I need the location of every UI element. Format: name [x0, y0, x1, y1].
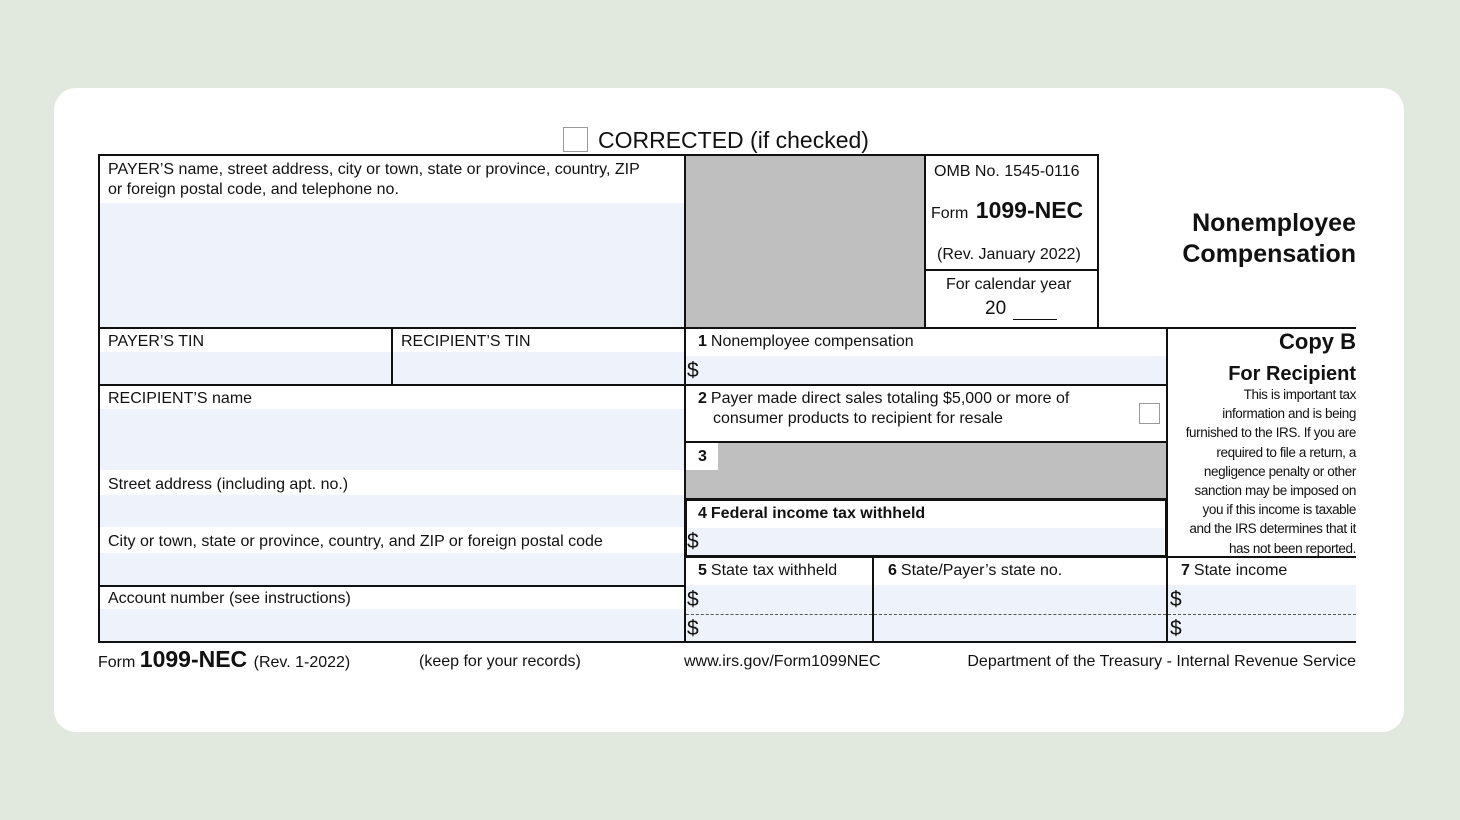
rule-center	[684, 154, 686, 643]
street-address-label: Street address (including apt. no.)	[108, 476, 349, 493]
notice-line: information and is being	[1222, 406, 1356, 422]
rule-box2-bottom	[684, 441, 1167, 443]
footer-keep: (keep for your records)	[419, 653, 581, 670]
copy-subtitle: For Recipient	[1228, 363, 1356, 385]
footer-form-number: 1099-NEC	[139, 646, 248, 672]
rule-tin-bottom	[98, 384, 1167, 386]
box2-label-1	[698, 389, 1069, 409]
form-word: Form	[931, 205, 969, 222]
calendar-year-label: For calendar year	[946, 276, 1072, 293]
rule-omb-left	[924, 154, 926, 328]
payer-name-field[interactable]	[100, 203, 684, 327]
rule-left	[98, 154, 100, 643]
city-field[interactable]	[100, 553, 684, 585]
copy-title: Copy B	[1279, 329, 1356, 354]
form-number-header	[931, 197, 1083, 224]
calendar-year	[985, 298, 1057, 320]
footer-rev: (Rev. 1-2022)	[253, 654, 351, 671]
recipient-tin-label: RECIPIENT’S TIN	[401, 333, 531, 350]
form-number: 1099-NEC	[975, 197, 1084, 223]
box3-number: 3	[698, 448, 707, 465]
shaded-area-top	[686, 156, 924, 327]
box6-number: 6	[888, 562, 897, 579]
notice-line: furnished to the IRS. If you are	[1185, 425, 1356, 441]
box1-number: 1	[698, 333, 707, 350]
box5-text: State tax withheld	[710, 562, 838, 579]
form-title-line2: Compensation	[1182, 240, 1356, 268]
box3-shaded	[686, 443, 1166, 498]
notice-line: and the IRS determines that it	[1189, 521, 1356, 537]
box7-dollar-row2: $	[1170, 617, 1182, 640]
recipient-tin-field[interactable]	[393, 352, 684, 384]
box5-label	[698, 561, 837, 581]
box2-checkbox[interactable]	[1139, 403, 1160, 424]
box5-number: 5	[698, 562, 707, 579]
box4-dollar: $	[687, 530, 699, 553]
box7-dollar-row1: $	[1170, 588, 1182, 611]
notice-line: required to file a return, a	[1216, 444, 1356, 460]
corrected-label: CORRECTED (if checked)	[598, 127, 869, 153]
box4-text: Federal income tax withheld	[710, 505, 926, 522]
box1-field[interactable]	[686, 356, 1166, 384]
form-title-line1: Nonemployee	[1192, 209, 1356, 237]
rule-city-bottom	[98, 585, 686, 587]
payer-name-label-2: or foreign postal code, and telephone no.	[108, 181, 399, 198]
copy-notice	[1166, 385, 1356, 558]
box5-dollar-row1: $	[687, 588, 699, 611]
box6-text: State/Payer’s state no.	[900, 562, 1063, 579]
omb-number: OMB No. 1545-0116	[934, 163, 1080, 180]
account-number-field[interactable]	[100, 609, 684, 641]
street-address-field[interactable]	[100, 495, 684, 527]
box1-text: Nonemployee compensation	[710, 333, 914, 350]
rule-omb-right	[1097, 154, 1099, 328]
footer-form-id	[98, 645, 350, 677]
notice-line: has not been reported.	[1228, 540, 1356, 556]
box4-number: 4	[698, 505, 707, 522]
footer-url[interactable]: www.irs.gov/Form1099NEC	[684, 653, 881, 670]
rule-box5-6	[872, 556, 874, 643]
box7-number: 7	[1181, 562, 1190, 579]
footer-department: Department of the Treasury - Internal Revenue Service	[967, 653, 1356, 670]
box1-dollar: $	[687, 359, 699, 382]
box1-label	[698, 332, 914, 352]
state-row-divider-7	[1168, 614, 1356, 615]
notice-line: you if this income is taxable	[1202, 502, 1356, 518]
rule-tin-divider	[391, 327, 393, 385]
payer-tin-field[interactable]	[100, 352, 391, 384]
calendar-year-prefix: 20	[985, 298, 1007, 319]
box7-field[interactable]	[1168, 585, 1356, 641]
state-row-divider-6	[874, 614, 1166, 615]
rule-cal-year	[924, 269, 1099, 271]
box2-label-2: consumer products to recipient for resale	[713, 410, 1003, 427]
recipient-name-label: RECIPIENT’S name	[108, 390, 253, 407]
footer-form-word: Form	[98, 654, 136, 671]
box7-label	[1181, 561, 1287, 581]
box5-dollar-row2: $	[687, 617, 699, 640]
box4-label	[698, 504, 925, 524]
payer-name-label-1: PAYER’S name, street address, city or town, state or province, country, ZIP	[108, 161, 640, 178]
notice-line: sanction may be imposed on	[1194, 483, 1356, 499]
box2-number: 2	[698, 390, 707, 407]
box7-text: State income	[1193, 562, 1288, 579]
state-row-divider-5	[686, 614, 872, 615]
city-label: City or town, state or province, country, and ZIP or foreign postal code	[108, 533, 603, 550]
account-number-label: Account number (see instructions)	[108, 590, 351, 607]
rev-date: (Rev. January 2022)	[937, 246, 1081, 263]
payer-tin-label: PAYER’S TIN	[108, 333, 205, 350]
calendar-year-field[interactable]	[1013, 299, 1057, 320]
notice-line: negligence penalty or other	[1203, 463, 1356, 479]
notice-line: This is important tax	[1243, 387, 1356, 402]
box2-text-1: Payer made direct sales totaling $5,000 or more of	[710, 390, 1070, 407]
box6-label	[888, 561, 1062, 581]
box6-field[interactable]	[874, 585, 1166, 641]
rule-top	[98, 154, 1099, 156]
box5-field[interactable]	[686, 585, 872, 641]
corrected-checkbox[interactable]	[563, 127, 588, 152]
recipient-name-field[interactable]	[100, 409, 684, 470]
